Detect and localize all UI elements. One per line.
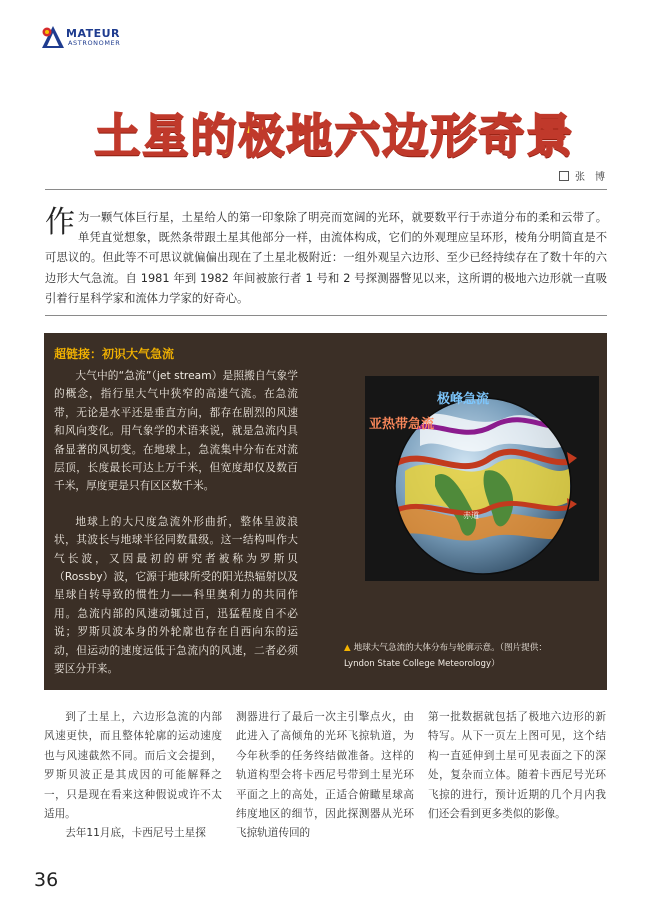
intro-text: 为一颗气体巨行星，土星给人的第一印象除了明亮而宽阔的光环，就要数平行于赤道分布的柔和云带了。单凭直觉想象，既然条带跟土星其他部分一样，由流体构成，它们的外观理应呈环形，棱角分明简直是不可思议的。但此等不可思议就偏偏出现在了土星北极附近：一组外观呈六边形、至少已经持续存在了数十年的六边形大气急流。自 1981 年到 1982 年间被旅行者 1 号和 2 号探测器瞥见以来，这所谓的极地六边形就一直吸引着行星科学家和流体力学家的好奇心。	[45, 211, 607, 305]
caption-triangle-icon: ▲	[344, 643, 351, 653]
caption-text: 地球大气急流的大体分布与轮廓示意。（图片提供：	[353, 643, 547, 653]
author-line	[559, 168, 605, 183]
sidebar-box	[44, 333, 607, 690]
drop-cap: 作	[45, 205, 75, 240]
body-column-3	[428, 708, 606, 824]
sidebar-paragraph: 大气中的“急流”（jet stream）是照搬自气象学的概念，指行星大气中狭窄的高速气流。在急流带，无论是水平还是垂直方向，都存在剧烈的风速和风向变化。用气象学的术语来说，就是急流内具备显著的风切变。在地球上，急流集中分布在对流层顶，长度最长可达上万千米，但宽度却仅及数百千米，厚度更是只有区区数千米。	[54, 369, 298, 493]
body-paragraph: 到了土星上，六边形急流的内部风速更快，而且整体轮廓的运动速度也与风速截然不同。而后文会提到，罗斯贝波正是其成因的可能解释之一，只是现在看来这种假说或许不太适用。	[44, 711, 222, 821]
caption-credit: Lyndon State College Meteorology）	[344, 659, 500, 669]
author-name: 张 博	[575, 172, 605, 183]
body-paragraph: 测器进行了最后一次主引擎点火，由此进入了高倾角的光环飞掠轨道，为今年秋季的任务终结做准备。这样的轨道构型会将卡西尼号带到土星光环平面之上的高处，正适合俯瞰星球高纬度地区的细节，因此探测器从光环飞掠轨道传回的	[236, 711, 414, 840]
body-paragraph: 第一批数据就包括了极地六边形的新特写。从下一页左上图可见，这个结构一直延伸到土星可见表面之下的深处，复杂而立体。随着卡西尼号光环飞掠的进行，预计近期的几个月内我们还会看到更多类似的影像。	[428, 711, 606, 821]
body-column-1	[44, 708, 222, 844]
logo-text-sub: ASTRONOMER	[68, 39, 121, 47]
sidebar-paragraph: 地球上的大尺度急流外形曲折，整体呈波浪状，其波长与地球半径同数量级。这一结构叫作大气长波，又因最初的研究者被称为罗斯贝（Rossby）波，它源于地球所受的阳光热辐射以及星球自转导致的惯性力——科里奥利力的共同作用。急流内部的风速动辄过百，迅猛程度自不必说；罗斯贝波本身的外轮廓也存在自西向东的运动，但运动的速度远低于急流内的风速，二者必须要区分开来。	[54, 514, 298, 676]
logo-text-main: MATEUR	[66, 27, 121, 40]
jet-stream-figure	[365, 376, 599, 581]
page-number: 36	[34, 869, 59, 891]
author-box-icon	[559, 171, 569, 181]
astronomer-logo-icon	[40, 24, 66, 50]
intro-paragraph	[45, 205, 607, 309]
sidebar-body	[54, 367, 298, 679]
polar-jet-label: 极峰急流	[437, 392, 490, 407]
top-divider	[45, 189, 607, 190]
body-paragraph: 去年11月底，卡西尼号土星探	[65, 827, 206, 840]
subtropical-jet-label: 亚热带急流	[369, 417, 435, 432]
article-title: 土星的极地六边形奇景	[94, 109, 575, 163]
magazine-logo	[40, 24, 160, 52]
intro-divider	[45, 315, 607, 316]
sidebar-heading: 超链接：初识大气急流	[54, 347, 175, 361]
body-column-2	[236, 708, 414, 844]
equator-label: 赤道	[463, 511, 479, 520]
earth-jet-stream-illustration	[365, 376, 599, 581]
figure-caption	[344, 640, 602, 672]
